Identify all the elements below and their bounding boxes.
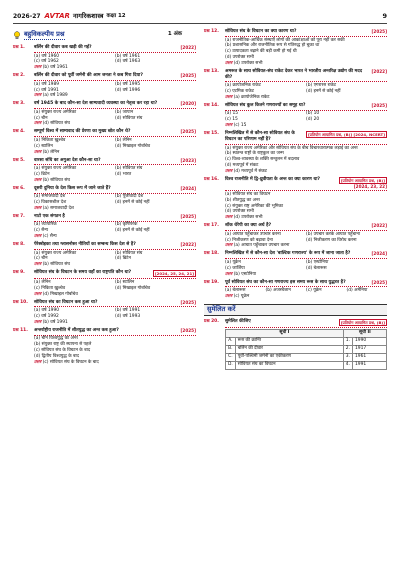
question-line [204,131,387,143]
option-item: (c) वर्ष 1991 [34,87,59,93]
question-item [13,214,196,240]
match-code: A. [226,337,236,345]
answer-label: उत्तर [34,93,42,99]
match-year: 1991 [353,361,387,369]
option-item: (b) स्टालिन [115,280,135,285]
question-line [13,73,196,79]
right-column [204,29,387,372]
question-number: प्रश्न 16. [204,176,219,182]
answer-line [204,123,387,129]
question-line [13,328,196,334]
answer-text: (a) समाजवादी देश [42,205,74,211]
question-year-tag: [2024] [371,251,387,257]
answer-line [13,93,196,99]
option-item: (b) सोवियत संघ [115,250,143,256]
match-row [226,361,387,369]
option-item: (a) संयुक्त राज्य अमेरिका [34,109,77,115]
answer-text: (a) वर्ष 1989 [42,93,68,99]
options-grid [204,38,387,61]
options-grid [13,194,196,206]
answer-text: (d) उपरोक्त सभी [233,60,263,66]
option-item: (c) संयुक्त राष्ट्र अमेरिका की भूमिका [225,203,283,209]
match-code: C. [226,353,236,361]
question-text: सम्पूर्ण विश्व में साम्यवाद की प्रेरणा का मुख्य स्रोत कौन थे? [34,129,131,135]
question-number: प्रश्न 4. [13,129,25,135]
question-text: वर्ष 1945 के बाद कौन-सा देश साम्यवादी व्यवस्था का नेतृत्व कर रहा था? [34,101,158,107]
option-item: (c) सोवियत संघ के विघटन के बाद [34,347,91,353]
question-number: प्रश्न 8. [13,242,25,248]
options-grid [204,232,387,244]
brand-logo-text: AVTAR [44,11,70,20]
answer-text: (b) वर्ष 1991 [42,319,68,325]
option-item: (b) वर्ष 1961 [115,53,141,59]
option-item: (c) चीन [34,256,48,262]
question-line [13,300,196,306]
answer-line [204,95,387,101]
question-line [13,45,196,51]
question-text: पूर्व सोवियत संघ का कौन-सा गणराज्य इस समय रूस के साथ युद्धरत है? [225,279,346,285]
question-number: प्रश्न 18. [204,251,219,257]
question-item [204,223,387,249]
question-item [204,29,387,67]
match-year: 1961 [353,353,387,361]
question-line [204,251,387,257]
options-grid [13,336,196,359]
question-number: प्रश्न 12. [204,29,219,34]
option-item: (a) बेलारूस [225,288,246,294]
question-text: सुमेलित कीजिए [225,318,251,324]
question-text: सोवियत संघ के विघटन का क्या कारण था? [225,29,297,34]
answer-text: (d) सोवियत संघ [42,121,70,127]
question-year-tag: [2022] [180,45,196,50]
question-line [204,223,387,229]
option-item: (b) वर्ष 1991 [115,308,141,314]
option-item: (d) इनमें से कोई नहीं [306,89,341,95]
option-item: (b) स्वतन्त्र राष्ट्रों के राष्ट्रकुल का जन्म [225,151,284,157]
answer-line [13,320,196,326]
option-item: (d) भारत [115,171,132,177]
option-item: (b) संयुक्त राष्ट्र की स्थापना से पहले [34,342,92,348]
question-text: वारसा संधि का अगुआ देश कौन-सा था? [34,157,101,163]
option-item: (d) ब्रिटेन [115,256,131,262]
question-text: शॉक थेरेपी का क्या अर्थ है? [225,223,272,229]
match-year: 1917 [353,345,387,353]
question-year-tag: [2025] [180,327,196,333]
options-grid [13,251,196,263]
question-number: प्रश्न 6. [13,185,25,191]
answer-label: उत्तर [34,359,42,365]
answer-line [13,234,196,240]
question-year-tag: [प्रतियोग आयामित प्रश्न, (B)] [340,177,385,183]
option-item: (a) संयुक्त राज्य अमेरिका और सोवियत संघ के बीच विचारधारात्मक लड़ाई का अन्त [225,145,358,151]
option-item: (a) संयुक्त राज्य अमेरिका [34,250,77,256]
question-year-tag: [2024, 25, 24, 21] [154,271,194,277]
option-item: (d) मिखाइल गोर्बाचेव [115,143,151,149]
question-item [13,186,196,212]
option-item: (d) उपरोक्त सभी [225,209,254,215]
answer-line [13,292,196,298]
answer-label: उत्तर [225,271,233,277]
answer-label: उत्तर [225,243,233,249]
answer-text: (a) आघात पहुँचाकर उपचार करना [233,243,290,249]
lightbulb-icon [13,31,21,40]
question-number: प्रश्न 13. [204,68,219,74]
option-item: (c) चीन [34,115,48,121]
answer-label: उत्तर [225,123,233,129]
question-line [13,186,196,192]
option-item: (d) उपरोक्त सभी [225,54,254,60]
option-item: (c) वर्ष 1992 [34,313,59,319]
answer-text: (b) लेनिन [42,149,60,155]
option-item: (d) इनमें से कोई नहीं [115,200,150,206]
answer-label: उत्तर [34,177,42,183]
list-one-header: सूची I [226,329,344,337]
question-item [13,45,196,71]
question-year-tag: [2025] [371,102,387,108]
answer-line [13,65,196,71]
answer-text: (d) मिखाइल गोर्बाचेव [42,291,78,297]
option-item: (c) यूक्रेन [306,288,322,294]
options-grid [13,308,196,320]
option-item: (a) व्यापारिक [34,222,57,228]
option-item: (a) संयुक्त राज्य अमेरिका [34,166,77,172]
question-item [204,131,387,175]
answer-label: उत्तर [34,262,42,268]
match-item: बर्लिन की दीवार [235,345,343,353]
question-text: बर्लिन की दीवार कब खड़ी की गई? [34,45,92,50]
question-item [13,242,196,268]
question-number: प्रश्न 2. [13,73,25,79]
match-number: 2. [343,345,352,353]
question-line [13,214,196,220]
match-code: B. [226,345,236,353]
question-line [13,242,196,248]
page-header [13,12,387,24]
question-text: निम्नलिखित में से कौन-सा देश 'बाल्टिक गणराज्य' के रूप में जाना जाता है? [225,251,351,257]
option-item: (b) पूँजीवादी देश [115,194,144,200]
answer-text: (c) 15 [233,123,247,129]
answer-line [204,215,387,221]
match-number: 4. [343,361,352,369]
question-year-tag: [2020] [180,101,196,107]
question-number: प्रश्न 19. [204,279,219,285]
answer-label: उत्तर [34,205,42,211]
options-grid [13,110,196,122]
question-year-tag: [2024, 23, 22] [353,183,387,189]
answer-label: उत्तर [34,234,42,240]
answer-line [13,262,196,268]
question-text: बर्लिन की दीवार को पूर्वी जर्मनी की आम जनता ने कब गिरा दिया? [34,73,143,79]
option-item: (a) समाजवादी देश [34,194,66,200]
option-item: (b) एगरारस राकेट [306,83,337,89]
question-text: निम्नलिखित में से कौन-सा सोवियत संघ के विघटन का परिणाम नहीं है? [225,131,295,142]
question-line [204,29,387,35]
question-year-tag: [2022] [371,223,387,229]
question-year-tag: [2025] [180,299,196,305]
list-two-header: सूची II [343,329,386,337]
answer-label: उत्तर [225,293,233,299]
question-line [13,270,196,277]
answer-label: उत्तर [34,65,42,71]
option-item: (d) वर्ष 1996 [115,87,141,93]
match-section-heading [204,304,387,316]
answer-line [13,121,196,127]
option-item: (a) 15 [225,111,239,117]
section-marks: 1 अंक [167,31,182,38]
options-grid [13,166,196,178]
question-number: प्रश्न 5. [13,157,25,163]
match-item: पूर्वी-पश्चिमी जर्मनी का एकीकरण [235,353,343,361]
options-grid [13,138,196,150]
options-grid [13,222,196,234]
match-year: 1990 [353,337,387,345]
question-source-tag: [प्रतियोग आयामित प्रश्न, (B)] [340,319,385,325]
question-item [13,101,196,127]
option-item: (b) अजरबैजान [265,288,291,294]
answer-text: (b) सोवियत संघ [42,177,70,183]
question-line [13,158,196,164]
option-item: (a) निकिता ख्रुश्चेव [34,138,66,143]
question-item [13,300,196,326]
option-item: (c) निकिता ख्रुश्चेव [34,285,66,291]
question-item [13,129,196,155]
answer-label: उत्तर [225,168,233,174]
header-year: 2026-27 [13,12,41,20]
option-item: (c) उत्पादकता बढ़ाने की बड़ी कमी हो गई थी [225,49,297,55]
option-item: (b) 10 [306,111,320,117]
question-text: पेरेस्त्रोइका तथा ग्लासनोस्त नीतियों का सम्बन्ध किस देश से है? [34,242,136,248]
match-item: रूस की क्रान्ति [235,337,343,345]
option-item: (d) मिखाइल गोर्बाचेव [115,285,151,291]
option-item: (c) विकासशील देश [34,200,67,206]
match-row [226,353,387,361]
option-item: (a) वर्ष 1990 [34,308,60,314]
answer-line [13,178,196,184]
options-grid [13,54,196,66]
question-line [13,101,196,107]
option-item: (d) इनमें से कोई नहीं [115,228,150,234]
answer-text: (b) एस्टोनिया [233,271,257,277]
option-item: (c) वर्ष 1962 [34,59,59,65]
question-item [204,177,387,221]
question-item [13,73,196,99]
class-label: कक्षा 12 [106,12,126,19]
option-item: (b) प्रशासनिक और राजनीतिक रूप से गतिरुद्ध हो चुका था [225,43,320,49]
answer-text: (d) मध्यपूर्व में संकट [233,168,267,174]
subject-title: नागरिकशास्त्र [72,12,104,21]
option-item: (d) बेलारूस [306,265,327,271]
answer-line [13,150,196,156]
option-item: (c) एटमिक राकेट [225,89,254,95]
answer-line [204,169,387,175]
question-number: प्रश्न 14. [204,102,219,108]
page-number: 9 [382,12,387,21]
option-item: (d) वर्ष 1993 [115,313,141,319]
match-section-title: सुमेलित करें [207,305,236,314]
answer-text: (a) क्रायोजेनिक राकेट [233,94,270,100]
answer-text: (b) सोवियत संघ [42,262,70,268]
answer-label: उत्तर [225,60,233,66]
options-grid [204,111,387,123]
answer-label: उत्तर [225,215,233,221]
option-item: (b) वर्ष 1995 [115,81,141,87]
match-item: सोवियत संघ का विघटन [235,361,343,369]
answer-label: उत्तर [34,149,42,155]
question-number: प्रश्न 9. [13,270,25,276]
question-text: दूसरी दुनिया के देश किस रूप में जाने जाते हैं? [34,185,111,191]
question-text: सोवियत संघ कुल कितने गणराज्यों का समूह था? [225,102,306,108]
answer-label: उत्तर [34,319,42,325]
question-text: सोवियत संघ के विघटन के समय वहाँ का राष्ट्रपति कौन था? [34,270,132,276]
option-item: (d) 20 [306,117,320,123]
answer-line [204,61,387,67]
option-item: (c) सैन्य [34,228,49,234]
question-number: प्रश्न 20. [204,318,219,324]
answer-text: (c) सोवियत संघ के विघटन के बाद [42,359,99,365]
answer-line [13,206,196,212]
option-item: (d) सोवियत संघ [115,115,143,121]
question-year-tag: [2023] [180,157,196,163]
answer-line [204,243,387,249]
question-year-tag: [2022] [180,242,196,248]
question-line [204,69,387,81]
option-item: (a) लेनिन [34,280,51,285]
answer-text: (b) वर्ष 1961 [42,65,68,71]
answer-line [13,360,196,366]
question-item [13,270,196,297]
question-item [204,280,387,300]
option-item: (c) ब्रिटेन [34,171,50,177]
question-item [13,158,196,184]
question-year-tag: [2025] [180,129,196,135]
option-item: (a) राजनीतिक-आर्थिक संस्थाएँ लोगों की आकांक्षाओं को पूरा नहीं कर सकी [225,37,345,43]
option-item: (d) द्वितीय विश्वयुद्ध के बाद [34,353,79,359]
options-grid [13,280,196,292]
option-item: (b) कृषिपरक [115,222,138,228]
option-item: (a) चीन विश्वयुद्ध का अन्त [34,336,78,342]
match-number: 1. [343,337,352,345]
question-year-tag: [2025] [371,29,387,34]
match-table [225,329,387,370]
option-item: (a) सोवियत संघ का विघटन [225,192,271,198]
question-line [204,280,387,286]
options-grid [204,260,387,272]
question-number: प्रश्न 15. [204,131,219,137]
question-year-tag: [2025] [371,279,387,285]
question-line [204,103,387,109]
option-item: (a) यूक्रेन [225,259,241,265]
option-item: (c) विश्व-व्यवस्था के शक्ति सन्तुलन में बदलाव [225,157,300,163]
options-grid [13,82,196,94]
question-year-tag: [प्रतियोग आयामित प्रश्न, (B)] [2024, NCERT] [307,132,385,138]
option-item: (d) अर्मेनिया [346,288,368,294]
option-item: (a) क्रायोजनिक राकेट [225,83,261,89]
option-item: (a) वर्ष 1960 [34,53,60,59]
question-year-tag: [2024] [180,185,196,191]
question-line [13,129,196,135]
question-text: अन्तर्राष्ट्रीय राजनीति में शीतयुद्ध का अन्त कब हुआ? [34,327,119,333]
option-item: (d) निजीकरण का विरोध करना [306,237,357,243]
section-title: बहुविकल्पीय प्रश्न [24,30,65,39]
question-year-tag: [2022] [371,68,387,74]
option-item: (d) वर्ष 1963 [115,59,141,65]
question-item [13,328,196,366]
option-item: (c) जार्जिया [225,265,245,271]
option-item: (b) शीतयुद्ध का अन्त [225,197,260,203]
question-number: प्रश्न 10. [13,299,28,305]
question-number: प्रश्न 1. [13,45,25,50]
options-grid [204,146,387,169]
question-text: नाटो एक संगठन है [34,213,65,219]
option-item: (b) एस्टोनिया [306,259,329,265]
option-item: (a) आघात पहुँचाकर उपचार करना [225,231,281,237]
section-heading [13,29,196,41]
option-item: (b) लेनिन [115,138,132,143]
question-item [204,103,387,129]
answer-line [204,272,387,278]
option-item: (a) वर्ष 1989 [34,81,60,87]
option-item: (c) निजीकरण को बढ़ावा देना [225,237,273,243]
question-number: प्रश्न 3. [13,101,25,107]
answer-text: (c) सैन्य [42,234,57,240]
option-item: (b) जापान [115,109,134,115]
question-item [204,319,387,370]
match-row [226,345,387,353]
option-item: (b) सोवियत संघ [115,166,143,172]
question-text: अमरूत के साथ सोवियत-संघ राकेट देकर भारत ने भारतीय अन्तरिक्ष उद्योग की मदद की? [225,68,363,80]
question-item [204,69,387,101]
answer-line [204,294,387,300]
option-item: (c) स्टालिन [34,143,53,149]
option-item: (d) मध्यपूर्व में संकट [225,162,259,168]
left-column [13,29,196,372]
question-number: प्रश्न 17. [204,223,219,229]
question-number: प्रश्न 11. [13,327,28,333]
question-tag-line [204,184,387,190]
answer-label: उत्तर [34,291,42,297]
option-item: (c) 15 [225,117,238,123]
question-year-tag: [2025] [180,213,196,219]
options-grid [204,83,387,95]
match-code: D. [226,361,236,369]
question-text: विश्व राजनीति में द्वि-ध्रुवीयता के अन्त का क्या कारण था? [225,176,321,182]
options-grid [204,192,387,215]
question-number: प्रश्न 7. [13,213,25,219]
option-item: (b) उपचार करके आघात पहुँचाना [306,231,361,237]
question-year-tag: [2025] [180,73,196,79]
question-text: सोवियत संघ का विघटन कब हुआ था? [34,299,98,305]
answer-label: उत्तर [225,94,233,100]
answer-label: उत्तर [34,121,42,127]
question-item [204,251,387,277]
match-number: 3. [343,353,352,361]
answer-text: (c) यूक्रेन [233,293,250,299]
match-row [226,337,387,345]
question-line [204,177,387,184]
answer-text: (d) उपरोक्त सभी [233,215,263,221]
